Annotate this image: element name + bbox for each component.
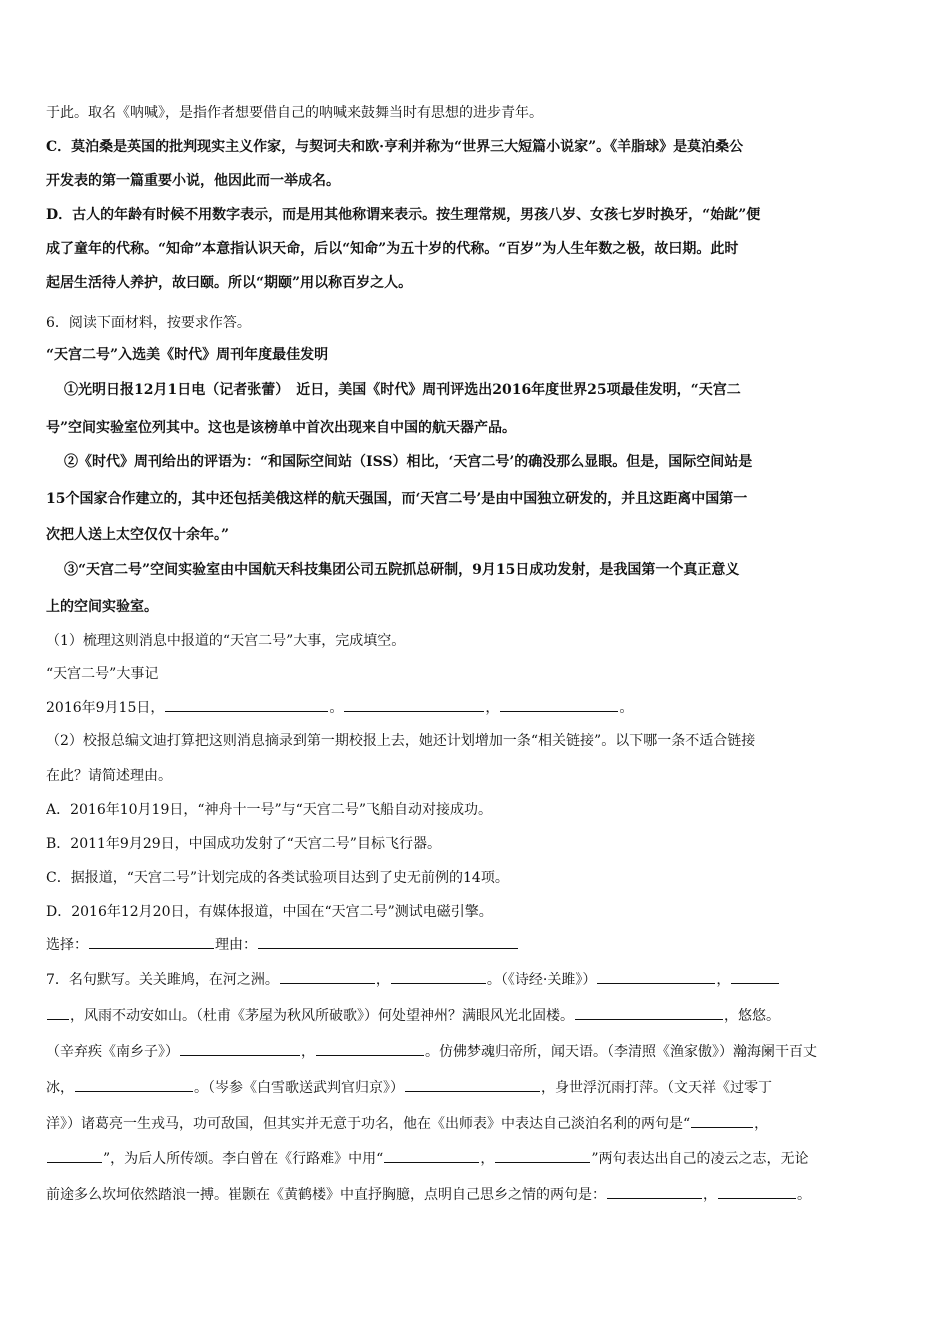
timeline-fill-line: 2016年9月15日， 。 ， 。: [46, 697, 908, 718]
answer-blank[interactable]: [47, 1005, 69, 1020]
answer-blank[interactable]: [575, 1005, 723, 1020]
option-d-line-1: D．古人的年龄有时候不用数字表示，而是用其他称谓来表示。按生理常规，男孩八岁、女孩七岁时换牙，“始龀”便: [46, 207, 761, 223]
choice-answer-blank[interactable]: [89, 934, 214, 949]
question-7-line-4: 冰， 。（岑参《白雪歌送武判官归京》） ，身世浮沉雨打萍。（文天祥《过零丁: [46, 1077, 908, 1098]
news-para-2-cont-1: 15个国家合作建立的，其中还包括美俄这样的航天强国，而‘天宫二号’是由中国独立研发的，并且这距离中国第一: [46, 491, 748, 507]
question-7-line-2: ，风雨不动安如山。（杜甫《茅屋为秋风所破歌》）何处望神州？满眼风光北固楼。 ，悠悠。: [46, 1005, 908, 1026]
answer-blank[interactable]: [495, 1148, 590, 1163]
timeline-title: “天宫二号”大事记: [46, 666, 159, 682]
answer-blank[interactable]: [280, 969, 375, 984]
reason-answer-blank[interactable]: [258, 934, 518, 949]
answer-blank[interactable]: [344, 697, 484, 712]
answer-blank[interactable]: [75, 1077, 193, 1092]
answer-blank[interactable]: [500, 697, 618, 712]
answer-blank[interactable]: [391, 969, 486, 984]
news-para-2: ②《时代》周刊给出的评语为：“和国际空间站（ISS）相比，‘天宫二号’的确没那么显眼。但是，国际空间站是: [64, 454, 753, 470]
question-7-line-1: 7．名句默写。关关雎鸠，在河之洲。 ， 。（《诗经·关雎》） ，: [46, 969, 908, 990]
question-7-line-5: 洋》）诸葛亮一生戎马，功可敌国，但其实并无意于功名，他在《出师表》中表达自己淡泊名利的两句是“ ，: [46, 1113, 908, 1134]
answer-blank[interactable]: [691, 1113, 753, 1128]
sub-question-2-line-2: 在此？请简述理由。: [46, 768, 172, 784]
question-7-line-6: ”，为后人所传颂。李白曾在《行路难》中用“ ， ”两句表达出自己的凌云之志，无论: [46, 1148, 908, 1169]
question-6-title: 6．阅读下面材料，按要求作答。: [46, 315, 251, 331]
option-c-line-2: 开发表的第一篇重要小说，他因此而一举成名。: [46, 173, 340, 189]
news-para-3: ③“天宫二号”空间实验室由中国航天科技集团公司五院抓总研制，9月15日成功发射，是我国第一个真正意义: [64, 562, 740, 578]
answer-blank[interactable]: [597, 969, 715, 984]
choice-a: A．2016年10月19日，“神舟十一号”与“天宫二号”飞船自动对接成功。: [46, 802, 492, 818]
choice-d: D．2016年12月20日，有媒体报道，中国在“天宫二号”测试电磁引擎。: [46, 904, 493, 920]
answer-blank[interactable]: [180, 1041, 300, 1056]
answer-blank[interactable]: [47, 1148, 102, 1163]
option-d-line-3: 起居生活待人养护，故曰颐。所以“期颐”用以称百岁之人。: [46, 275, 413, 291]
news-para-1-cont: 号”空间实验室位列其中。这也是该榜单中首次出现来自中国的航天器产品。: [46, 420, 517, 436]
answer-blank[interactable]: [384, 1148, 479, 1163]
answer-blank[interactable]: [405, 1077, 540, 1092]
sub-question-2-line-1: （2）校报总编文迪打算把这则消息摘录到第一期校报上去，她还计划增加一条“相关链接”。以下哪一条不适合链接: [46, 733, 756, 749]
question-7-line-7: 前途多么坎坷依然踏浪一搏。崔颢在《黄鹤楼》中直抒胸臆，点明自己思乡之情的两句是： ， 。: [46, 1184, 908, 1205]
choice-b: B．2011年9月29日，中国成功发射了“天宫二号”目标飞行器。: [46, 836, 441, 852]
news-para-3-cont: 上的空间实验室。: [46, 599, 158, 615]
choice-c: C．据报道，“天宫二号”计划完成的各类试验项目达到了史无前例的14项。: [46, 870, 509, 886]
answer-line: 选择： 理由：: [46, 934, 908, 955]
option-d-line-2: 成了童年的代称。“知命”本意指认识天命，后以“知命”为五十岁的代称。“百岁”为人生年数之极，故曰期。此时: [46, 241, 739, 257]
news-para-2-cont-2: 次把人送上太空仅仅十余年。”: [46, 527, 230, 543]
option-c-line-1: C．莫泊桑是英国的批判现实主义作家，与契诃夫和欧·亨利并称为“世界三大短篇小说家”。《羊脂球》是莫泊桑公: [46, 139, 744, 155]
news-headline: “天宫二号”入选美《时代》周刊年度最佳发明: [46, 347, 329, 363]
answer-blank[interactable]: [165, 697, 328, 712]
answer-blank[interactable]: [718, 1184, 796, 1199]
answer-blank[interactable]: [731, 969, 779, 984]
sub-question-1: （1）梳理这则消息中报道的“天宫二号”大事，完成填空。: [46, 633, 406, 649]
answer-blank[interactable]: [607, 1184, 702, 1199]
news-para-1: ①光明日报12月1日电（记者张蕾） 近日，美国《时代》周刊评选出2016年度世界25项最佳发明，“天宫二: [64, 382, 741, 398]
question-7-line-3: （辛弃疾《南乡子》） ， 。仿佛梦魂归帝所，闻天语。（李清照《渔家傲》）瀚海阑干百丈: [46, 1041, 908, 1062]
answer-blank[interactable]: [316, 1041, 424, 1056]
text-line: 于此。取名《呐喊》，是指作者想要借自己的呐喊来鼓舞当时有思想的进步青年。: [46, 105, 543, 121]
